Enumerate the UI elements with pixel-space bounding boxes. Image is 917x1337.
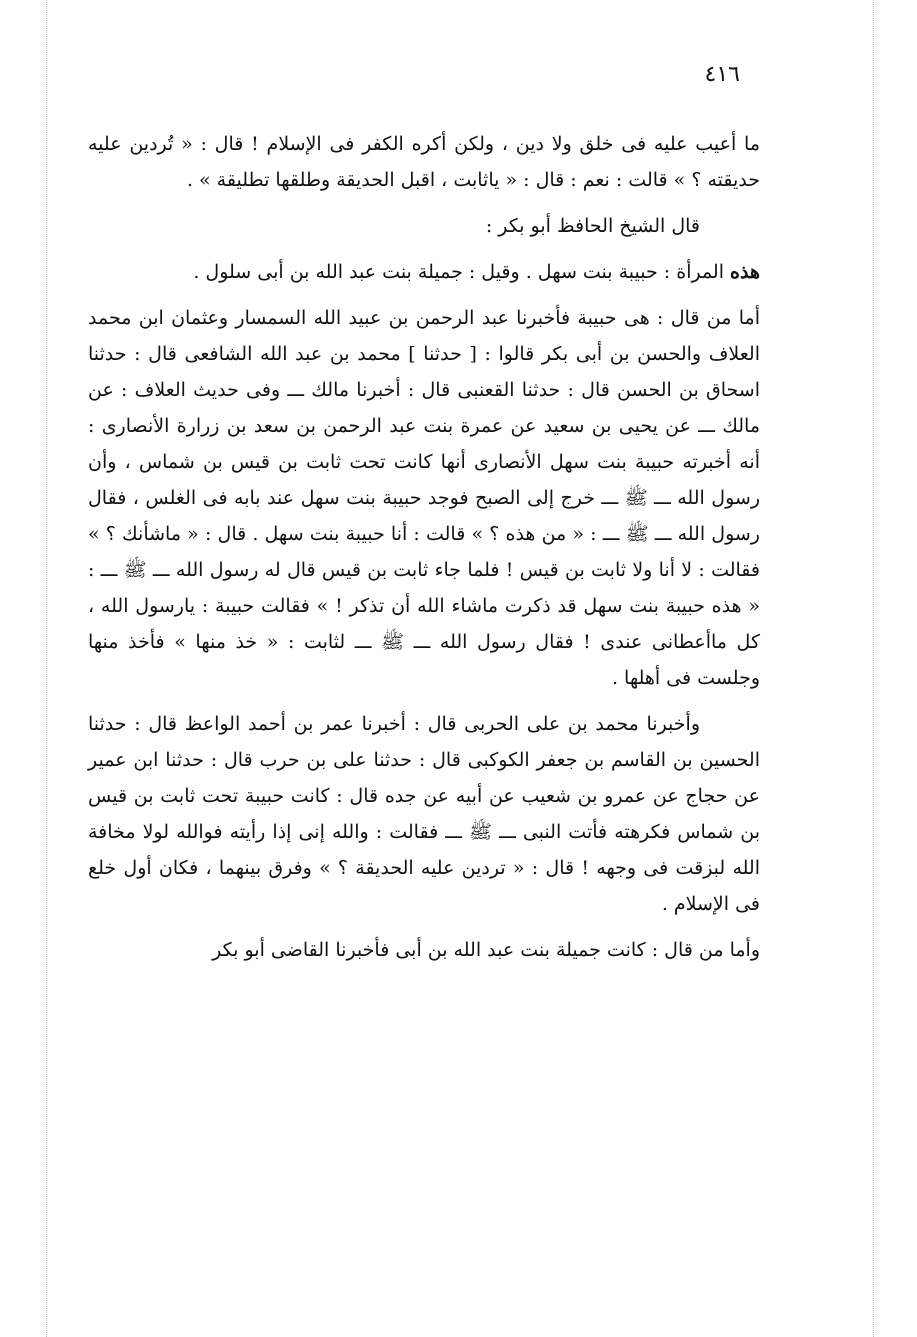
scan-edge-right [873,0,874,1337]
scan-edge-left [46,0,47,1337]
paragraph-3-lead: هذه [730,261,760,283]
paragraph-6-text: وأما من قال : كانت جميلة بنت عبد الله بن أبى فأخبرنا القاضى أبو بكر [212,939,760,961]
paragraph-6 [88,932,760,968]
paragraph-3-text: المرأة : حبيبة بنت سهل . وقيل : جميلة بنت عبد الله بن أبى سلول . [193,261,731,283]
paragraph-2-text: قال الشيخ الحافظ أبو بكر : [485,215,700,237]
paragraph-5-text: وأخبرنا محمد بن على الحربى قال : أخبرنا عمر بن أحمد الواعظ قال : حدثنا الحسين بن القاسم بن جعفر الكوكبى قال : حدثنا على بن حرب قال : حدثنا ابن عمير عن حجاج عن عمرو بن شعيب عن أبيه عن جده قال : كانت حبيبة تحت ثابت بن قيس بن شماس فكرهته فأتت النبى ـــ ﷺ ـــ فقالت : والله إنى إذا رأيته فوالله لولا مخافة الله لبزقت فى وجهه ! قال : « تردين عليه الحديقة ؟ » وفرق بينهما ، فكان أول خلع فى الإسلام . [88,713,760,915]
paragraph-5 [88,706,760,922]
paragraph-1 [88,126,760,198]
page-body [88,126,760,978]
paragraph-3 [88,254,760,290]
page-number: ٤١٦ [704,62,740,87]
paragraph-4-text: أما من قال : هى حبيبة فأخبرنا عبد الرحمن بن عبيد الله السمسار وعثمان ابن محمد العلاف والحسن بن أبى بكر قالوا : [ حدثنا ] محمد بن عبد الله الشافعى قال : حدثنا اسحاق بن الحسن قال : حدثنا القعنبى قال : أخبرنا مالك ـــ وفى حديث العلاف : عن مالك ـــ عن يحيى بن سعيد عن عمرة بنت عبد الرحمن بن سعد بن زرارة الأنصارى : أنه أخبرته حبيبة بنت سهل الأنصارى أنها كانت تحت ثابت بن قيس بن شماس ، وأن رسول الله ـــ ﷺ ـــ خرج إلى الصبح فوجد حبيبة بنت سهل عند بابه فى الغلس ، فقال رسول الله ـــ ﷺ ـــ : « من هذه ؟ » قالت : أنا حبيبة بنت سهل . قال : « ماشأنك ؟ » فقالت : لا أنا ولا ثابت بن قيس ! فلما جاء ثابت بن قيس قال له رسول الله ـــ ﷺ ـــ : « هذه حبيبة بنت سهل قد ذكرت ماشاء الله أن تذكر ! » فقالت حبيبة : يارسول الله ، كل ماأعطانى عندى ! فقال رسول الله ـــ ﷺ ـــ لثابت : « خذ منها » فأخذ منها وجلست فى أهلها . [88,307,760,689]
paragraph-1-text: ما أعيب عليه فى خلق ولا دين ، ولكن أكره الكفر فى الإسلام ! قال : « تُردين عليه حديقته ؟ » قالت : نعم : قال : « ياثابت ، اقبل الحديقة وطلقها تطليقة » . [88,133,760,191]
paragraph-4 [88,300,760,696]
paragraph-2 [88,208,760,244]
